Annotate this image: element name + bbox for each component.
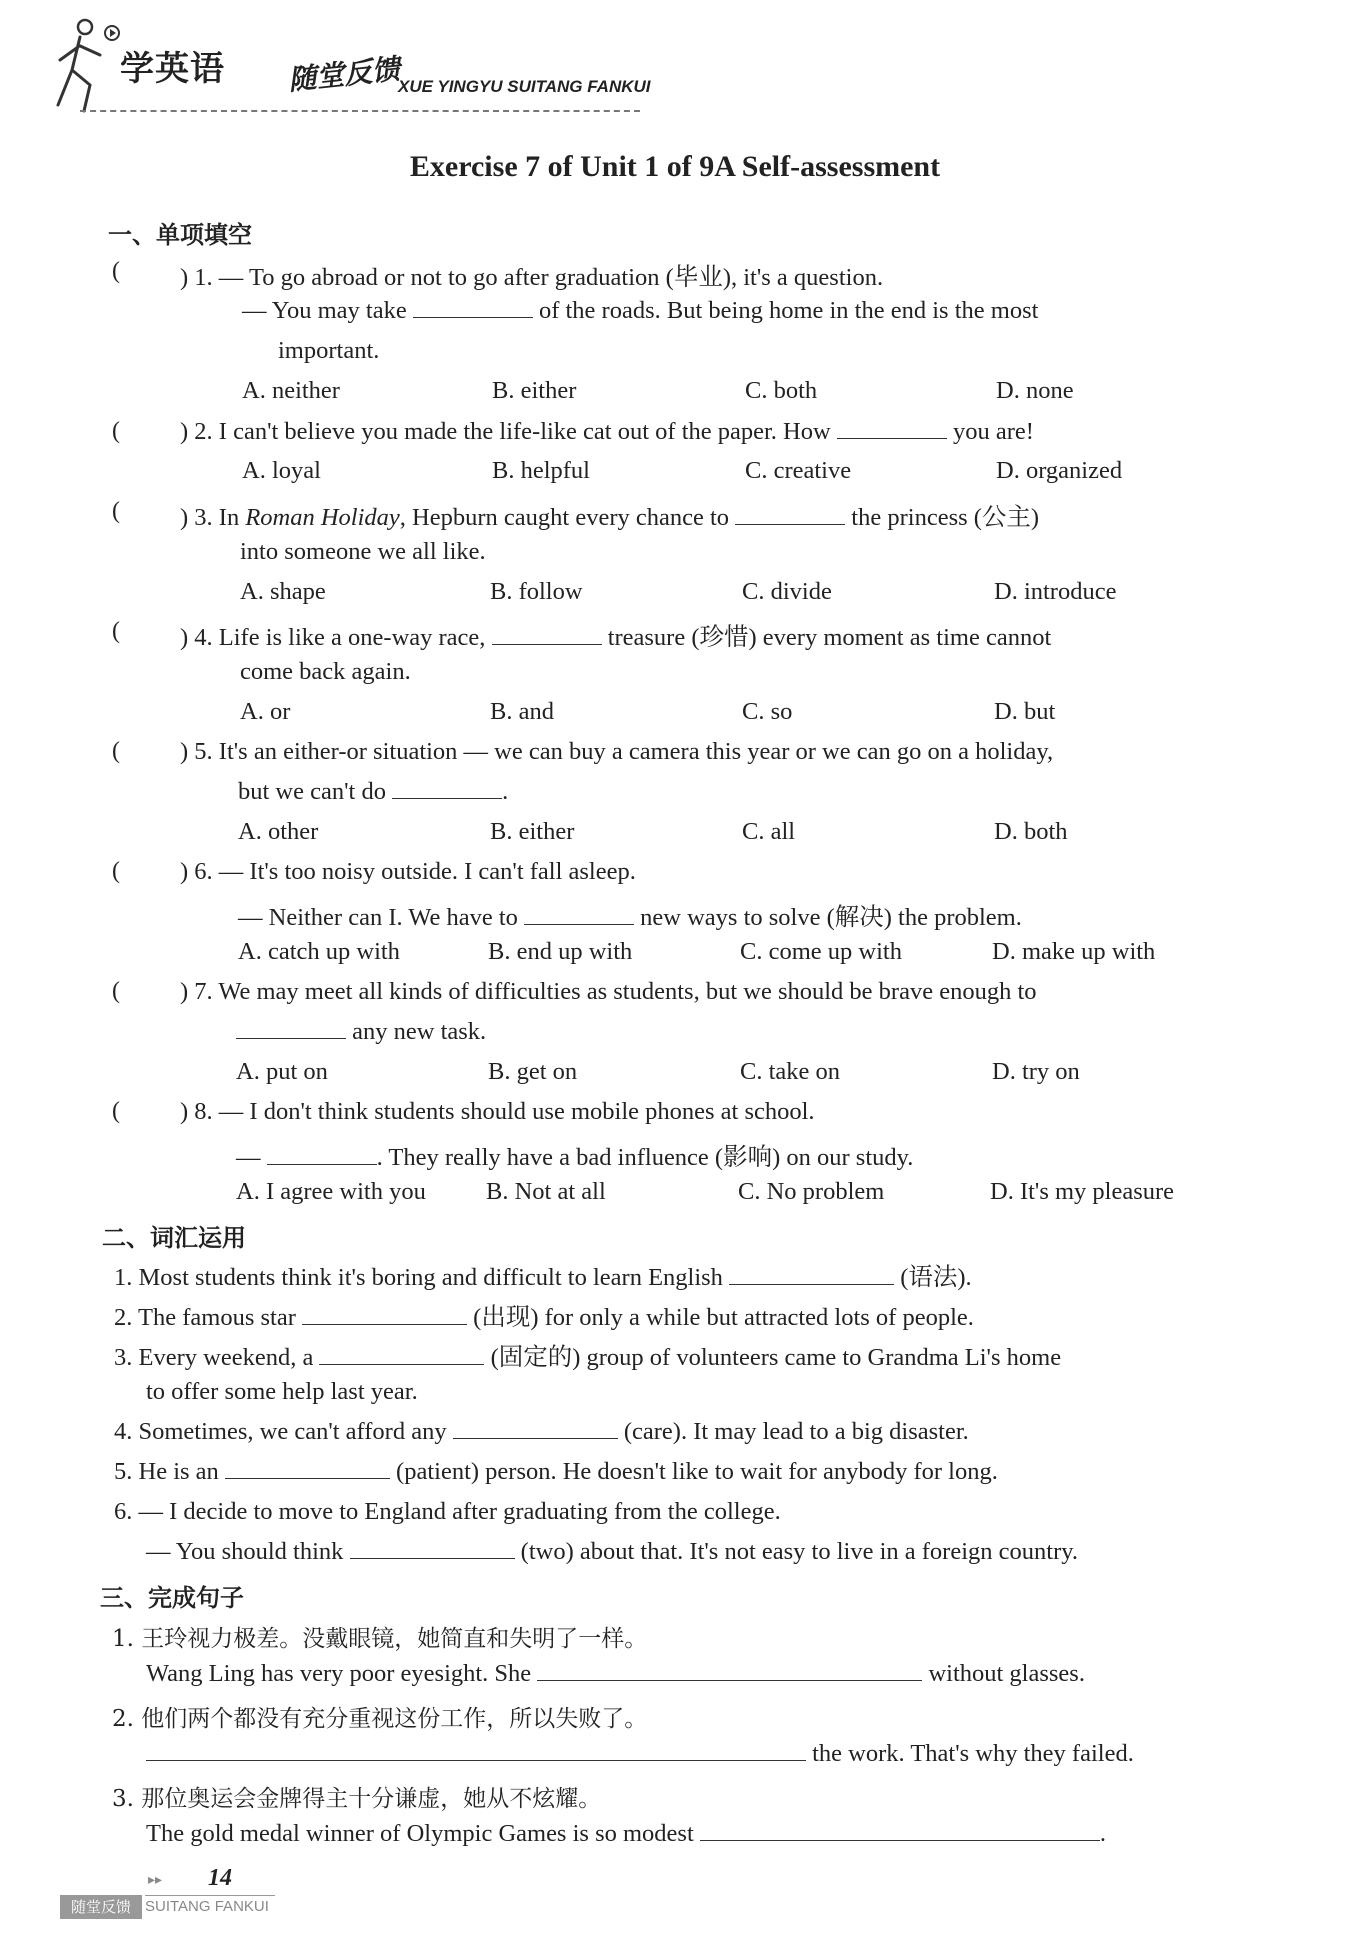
sentence-3: The gold medal winner of Olympic Games is so modest . <box>146 1820 1106 1847</box>
q7-option-b[interactable]: B. get on <box>488 1058 578 1085</box>
footer-badge: 随堂反馈 <box>60 1895 142 1919</box>
q6-blank[interactable] <box>524 904 634 925</box>
q2-option-a[interactable]: A. loyal <box>242 457 321 484</box>
q2-line1: ) 2. I can't believe you made the life-like cat out of the paper. How you are! <box>180 418 1034 445</box>
vocab-6: 6. — I decide to move to England after graduating from the college. <box>114 1498 781 1525</box>
q1-line3: important. <box>278 337 380 364</box>
vocab-6-reply: — You should think (two) about that. It's not easy to live in a foreign country. <box>146 1538 1079 1565</box>
answer-paren-1[interactable]: ( <box>112 258 120 284</box>
q8-option-b[interactable]: B. Not at all <box>486 1178 606 1205</box>
sentence-1-blank[interactable] <box>537 1660 922 1681</box>
q6-option-a[interactable]: A. catch up with <box>238 938 400 965</box>
q8-option-a[interactable]: A. I agree with you <box>236 1178 426 1205</box>
q3-option-a[interactable]: A. shape <box>240 578 326 605</box>
vocab-3: 3. Every weekend, a (固定的) group of volunteers came to Grandma Li's home <box>114 1344 1062 1371</box>
vocab-1: 1. Most students think it's boring and difficult to learn English (语法). <box>114 1264 972 1291</box>
q4-option-c[interactable]: C. so <box>742 698 793 725</box>
q3-line1: ) 3. In Roman Holiday, Hepburn caught every chance to the princess (公主) <box>180 504 1040 531</box>
q5-line1: ) 5. It's an either-or situation — we can buy a camera this year or we can go on a holiday, <box>180 738 1054 765</box>
q6-option-c[interactable]: C. come up with <box>740 938 902 965</box>
q8-option-d[interactable]: D. It's my pleasure <box>990 1178 1175 1205</box>
sentence-1: Wang Ling has very poor eyesight. She without glasses. <box>146 1660 1085 1687</box>
q1-line1: ) 1. — To go abroad or not to go after graduation (毕业), it's a question. <box>180 264 884 291</box>
q3-blank[interactable] <box>735 504 845 525</box>
vocab-3-cont: to offer some help last year. <box>146 1378 418 1405</box>
q4-option-a[interactable]: A. or <box>240 698 291 725</box>
runner-logo-icon <box>50 15 120 115</box>
q3-option-c[interactable]: C. divide <box>742 578 832 605</box>
q4-option-d[interactable]: D. but <box>994 698 1056 725</box>
answer-paren-4[interactable]: ( <box>112 618 120 644</box>
logo-text-cn: 学英语 <box>120 49 225 89</box>
sentence-2-blank[interactable] <box>146 1740 806 1761</box>
page-arrow-icon: ▸▸ <box>148 1872 163 1888</box>
q7-option-c[interactable]: C. take on <box>740 1058 841 1085</box>
section-3-heading: 三、完成句子 <box>100 1584 244 1612</box>
q3-option-d[interactable]: D. introduce <box>994 578 1117 605</box>
q8-line1: ) 8. — I don't think students should use mobile phones at school. <box>180 1098 815 1125</box>
sentence-3-blank[interactable] <box>700 1820 1100 1841</box>
q7-option-a[interactable]: A. put on <box>236 1058 328 1085</box>
q5-option-b[interactable]: B. either <box>490 818 575 845</box>
q1-option-b[interactable]: B. either <box>492 377 577 404</box>
q1-option-d[interactable]: D. none <box>996 377 1074 404</box>
q2-blank[interactable] <box>837 418 947 439</box>
sentence-2-cn: 2. 他们两个都没有充分重视这份工作，所以失败了。 <box>112 1706 648 1732</box>
q5-option-d[interactable]: D. both <box>994 818 1068 845</box>
q5-option-c[interactable]: C. all <box>742 818 796 845</box>
answer-paren-7[interactable]: ( <box>112 978 120 1004</box>
vocab-4-blank[interactable] <box>453 1418 618 1439</box>
q7-blank[interactable] <box>236 1018 346 1039</box>
q4-blank[interactable] <box>492 624 602 645</box>
vocab-3-blank[interactable] <box>319 1344 484 1365</box>
q8-option-c[interactable]: C. No problem <box>738 1178 885 1205</box>
answer-paren-6[interactable]: ( <box>112 858 120 884</box>
q6-line1: ) 6. — It's too noisy outside. I can't fall asleep. <box>180 858 636 885</box>
sentence-1-cn: 1. 王玲视力极差。没戴眼镜，她简直和失明了一样。 <box>112 1626 648 1652</box>
q1-option-c[interactable]: C. both <box>745 377 818 404</box>
q3-option-b[interactable]: B. follow <box>490 578 583 605</box>
q1-line2: — You may take of the roads. But being home in the end is the most <box>242 297 1039 324</box>
q8-line2: — . They really have a bad influence (影响) on our study. <box>236 1144 914 1171</box>
q2-option-c[interactable]: C. creative <box>745 457 852 484</box>
q6-option-b[interactable]: B. end up with <box>488 938 633 965</box>
vocab-1-blank[interactable] <box>729 1264 894 1285</box>
q7-option-d[interactable]: D. try on <box>992 1058 1080 1085</box>
section-1-heading: 一、单项填空 <box>108 221 252 249</box>
page-number: 14 <box>208 1865 232 1891</box>
vocab-2: 2. The famous star (出现) for only a while but attracted lots of people. <box>114 1304 974 1331</box>
sentence-3-cn: 3. 那位奥运会金牌得主十分谦虚，她从不炫耀。 <box>112 1786 602 1812</box>
vocab-5: 5. He is an (patient) person. He doesn't like to wait for anybody for long. <box>114 1458 998 1485</box>
q6-option-d[interactable]: D. make up with <box>992 938 1156 965</box>
q5-option-a[interactable]: A. other <box>238 818 319 845</box>
section-2-heading: 二、词汇运用 <box>102 1224 246 1252</box>
answer-paren-8[interactable]: ( <box>112 1098 120 1124</box>
q4-line2: come back again. <box>240 658 411 685</box>
q2-option-b[interactable]: B. helpful <box>492 457 590 484</box>
q5-blank[interactable] <box>392 778 502 799</box>
logo-text-cn-italic: 随堂反馈 <box>286 52 402 97</box>
q2-option-d[interactable]: D. organized <box>996 457 1123 484</box>
vocab-6-blank[interactable] <box>350 1538 515 1559</box>
page-title: Exercise 7 of Unit 1 of 9A Self-assessment <box>409 150 941 183</box>
footer-divider <box>145 1895 275 1896</box>
q7-line1: ) 7. We may meet all kinds of difficulties as students, but we should be brave enough to <box>180 978 1037 1005</box>
q8-blank[interactable] <box>267 1144 377 1165</box>
q3-line2: into someone we all like. <box>240 538 486 565</box>
q1-blank[interactable] <box>413 297 533 318</box>
q6-line2: — Neither can I. We have to new ways to solve (解决) the problem. <box>238 904 1022 931</box>
logo-text-en: XUE YINGYU SUITANG FANKUI <box>398 77 651 96</box>
answer-paren-2[interactable]: ( <box>112 418 120 444</box>
answer-paren-5[interactable]: ( <box>112 738 120 764</box>
q4-option-b[interactable]: B. and <box>490 698 554 725</box>
q7-line2: any new task. <box>236 1018 486 1046</box>
answer-paren-3[interactable]: ( <box>112 498 120 524</box>
vocab-4: 4. Sometimes, we can't afford any (care). It may lead to a big disaster. <box>114 1418 969 1445</box>
vocab-5-blank[interactable] <box>225 1458 390 1479</box>
sentence-2: the work. That's why they failed. <box>146 1740 1134 1768</box>
footer-text: SUITANG FANKUI <box>145 1898 269 1915</box>
q5-line2: but we can't do . <box>238 778 509 805</box>
vocab-2-blank[interactable] <box>302 1304 467 1325</box>
page-header <box>50 15 690 115</box>
q1-option-a[interactable]: A. neither <box>242 377 340 404</box>
header-divider <box>80 110 640 112</box>
q4-line1: ) 4. Life is like a one-way race, treasure (珍惜) every moment as time cannot <box>180 624 1052 651</box>
